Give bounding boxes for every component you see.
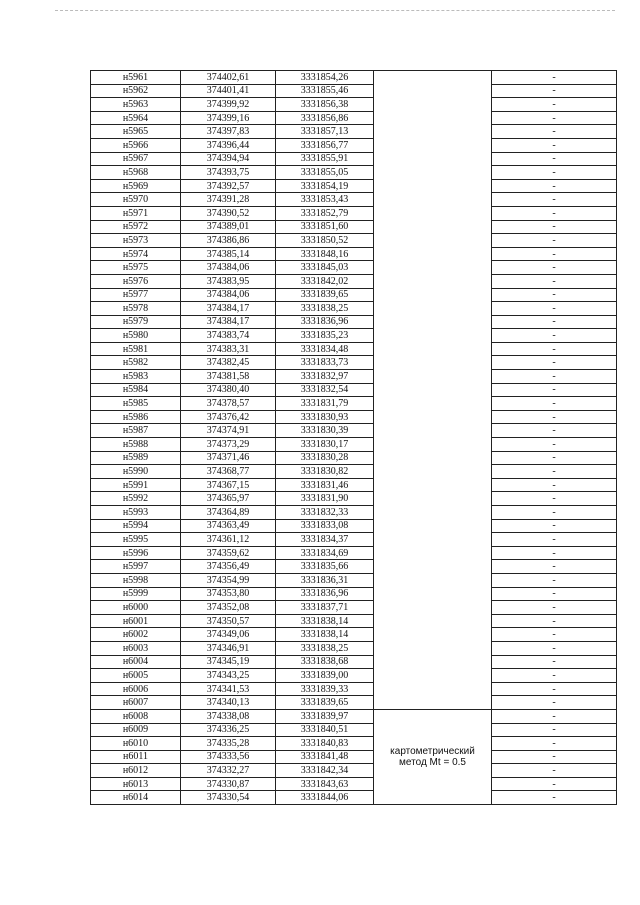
x-coordinate-cell: 374343,25 <box>181 669 276 683</box>
x-coordinate-cell: 374332,27 <box>181 764 276 778</box>
note-cell: - <box>492 777 617 791</box>
table-row <box>91 206 617 220</box>
note-cell: - <box>492 138 617 152</box>
x-coordinate-cell: 374390,52 <box>181 206 276 220</box>
point-id-cell: н6009 <box>91 723 181 737</box>
x-coordinate-cell: 374383,74 <box>181 329 276 343</box>
point-id-cell: н5986 <box>91 410 181 424</box>
point-id-cell: н5962 <box>91 84 181 98</box>
point-id-cell: н5994 <box>91 519 181 533</box>
point-id-cell: н6010 <box>91 737 181 751</box>
point-id-cell: н5991 <box>91 478 181 492</box>
note-cell: - <box>492 478 617 492</box>
point-id-cell: н6014 <box>91 791 181 805</box>
note-cell: - <box>492 125 617 139</box>
table-row <box>91 125 617 139</box>
method-accuracy: метод Mt = 0.5 <box>399 756 466 768</box>
note-cell: - <box>492 247 617 261</box>
note-cell: - <box>492 234 617 248</box>
table-row <box>91 628 617 642</box>
point-id-cell: н5971 <box>91 206 181 220</box>
point-id-cell: н5987 <box>91 424 181 438</box>
table-row <box>91 179 617 193</box>
x-coordinate-cell: 374389,01 <box>181 220 276 234</box>
point-id-cell: н5979 <box>91 315 181 329</box>
y-coordinate-cell: 3331833,73 <box>276 356 374 370</box>
x-coordinate-cell: 374378,57 <box>181 397 276 411</box>
method-cell-empty <box>374 71 492 710</box>
table-row <box>91 669 617 683</box>
table-row <box>91 655 617 669</box>
table-row <box>91 84 617 98</box>
point-id-cell: н5995 <box>91 533 181 547</box>
x-coordinate-cell: 374356,49 <box>181 560 276 574</box>
table-row <box>91 315 617 329</box>
coordinates-table <box>90 70 617 805</box>
table-row <box>91 342 617 356</box>
note-cell: - <box>492 750 617 764</box>
note-cell: - <box>492 492 617 506</box>
table-row <box>91 111 617 125</box>
y-coordinate-cell: 3331839,65 <box>276 288 374 302</box>
x-coordinate-cell: 374359,62 <box>181 546 276 560</box>
x-coordinate-cell: 374380,40 <box>181 383 276 397</box>
x-coordinate-cell: 374402,61 <box>181 71 276 85</box>
x-coordinate-cell: 374383,95 <box>181 274 276 288</box>
point-id-cell: н5970 <box>91 193 181 207</box>
y-coordinate-cell: 3331834,48 <box>276 342 374 356</box>
table-row <box>91 220 617 234</box>
coordinates-table-body <box>91 71 617 805</box>
y-coordinate-cell: 3331835,23 <box>276 329 374 343</box>
x-coordinate-cell: 374401,41 <box>181 84 276 98</box>
note-cell: - <box>492 315 617 329</box>
note-cell: - <box>492 84 617 98</box>
x-coordinate-cell: 374336,25 <box>181 723 276 737</box>
point-id-cell: н5983 <box>91 370 181 384</box>
table-row <box>91 737 617 751</box>
note-cell: - <box>492 356 617 370</box>
y-coordinate-cell: 3331836,96 <box>276 315 374 329</box>
note-cell: - <box>492 424 617 438</box>
y-coordinate-cell: 3331839,00 <box>276 669 374 683</box>
point-id-cell: н5965 <box>91 125 181 139</box>
note-cell: - <box>492 601 617 615</box>
note-cell: - <box>492 682 617 696</box>
table-row <box>91 533 617 547</box>
note-cell: - <box>492 737 617 751</box>
x-coordinate-cell: 374376,42 <box>181 410 276 424</box>
x-coordinate-cell: 374393,75 <box>181 166 276 180</box>
x-coordinate-cell: 374361,12 <box>181 533 276 547</box>
y-coordinate-cell: 3331855,46 <box>276 84 374 98</box>
y-coordinate-cell: 3331831,90 <box>276 492 374 506</box>
y-coordinate-cell: 3331838,68 <box>276 655 374 669</box>
table-row <box>91 424 617 438</box>
table-row <box>91 696 617 710</box>
note-cell: - <box>492 628 617 642</box>
table-row <box>91 356 617 370</box>
note-cell: - <box>492 206 617 220</box>
note-cell: - <box>492 220 617 234</box>
table-row <box>91 166 617 180</box>
point-id-cell: н6003 <box>91 641 181 655</box>
table-row <box>91 764 617 778</box>
table-row <box>91 152 617 166</box>
note-cell: - <box>492 669 617 683</box>
note-cell: - <box>492 111 617 125</box>
y-coordinate-cell: 3331835,66 <box>276 560 374 574</box>
x-coordinate-cell: 374371,46 <box>181 451 276 465</box>
x-coordinate-cell: 374340,13 <box>181 696 276 710</box>
table-row <box>91 777 617 791</box>
point-id-cell: н5989 <box>91 451 181 465</box>
x-coordinate-cell: 374399,16 <box>181 111 276 125</box>
point-id-cell: н5978 <box>91 302 181 316</box>
point-id-cell: н6000 <box>91 601 181 615</box>
note-cell: - <box>492 791 617 805</box>
table-row <box>91 274 617 288</box>
table-row <box>91 410 617 424</box>
note-cell: - <box>492 342 617 356</box>
table-row <box>91 193 617 207</box>
x-coordinate-cell: 374350,57 <box>181 614 276 628</box>
table-row <box>91 383 617 397</box>
point-id-cell: н5969 <box>91 179 181 193</box>
x-coordinate-cell: 374386,86 <box>181 234 276 248</box>
table-row <box>91 98 617 112</box>
x-coordinate-cell: 374399,92 <box>181 98 276 112</box>
note-cell: - <box>492 614 617 628</box>
note-cell: - <box>492 709 617 723</box>
y-coordinate-cell: 3331851,60 <box>276 220 374 234</box>
x-coordinate-cell: 374330,54 <box>181 791 276 805</box>
y-coordinate-cell: 3331842,34 <box>276 764 374 778</box>
table-row <box>91 723 617 737</box>
point-id-cell: н5967 <box>91 152 181 166</box>
point-id-cell: н5982 <box>91 356 181 370</box>
x-coordinate-cell: 374363,49 <box>181 519 276 533</box>
x-coordinate-cell: 374397,83 <box>181 125 276 139</box>
point-id-cell: н5975 <box>91 261 181 275</box>
point-id-cell: н5997 <box>91 560 181 574</box>
note-cell: - <box>492 641 617 655</box>
table-row <box>91 329 617 343</box>
note-cell: - <box>492 519 617 533</box>
point-id-cell: н5974 <box>91 247 181 261</box>
y-coordinate-cell: 3331856,38 <box>276 98 374 112</box>
point-id-cell: н5973 <box>91 234 181 248</box>
x-coordinate-cell: 374392,57 <box>181 179 276 193</box>
y-coordinate-cell: 3331831,46 <box>276 478 374 492</box>
x-coordinate-cell: 374382,45 <box>181 356 276 370</box>
y-coordinate-cell: 3331834,69 <box>276 546 374 560</box>
x-coordinate-cell: 374352,08 <box>181 601 276 615</box>
note-cell: - <box>492 573 617 587</box>
y-coordinate-cell: 3331830,17 <box>276 438 374 452</box>
y-coordinate-cell: 3331832,97 <box>276 370 374 384</box>
y-coordinate-cell: 3331855,05 <box>276 166 374 180</box>
table-row <box>91 478 617 492</box>
y-coordinate-cell: 3331853,43 <box>276 193 374 207</box>
scan-artifact-line <box>55 10 615 11</box>
point-id-cell: н6008 <box>91 709 181 723</box>
point-id-cell: н6001 <box>91 614 181 628</box>
y-coordinate-cell: 3331856,77 <box>276 138 374 152</box>
note-cell: - <box>492 723 617 737</box>
x-coordinate-cell: 374333,56 <box>181 750 276 764</box>
point-id-cell: н5966 <box>91 138 181 152</box>
note-cell: - <box>492 655 617 669</box>
x-coordinate-cell: 374364,89 <box>181 506 276 520</box>
note-cell: - <box>492 98 617 112</box>
point-id-cell: н5985 <box>91 397 181 411</box>
table-row <box>91 506 617 520</box>
point-id-cell: н5984 <box>91 383 181 397</box>
note-cell: - <box>492 179 617 193</box>
table-row <box>91 302 617 316</box>
x-coordinate-cell: 374396,44 <box>181 138 276 152</box>
table-row <box>91 492 617 506</box>
y-coordinate-cell: 3331857,13 <box>276 125 374 139</box>
x-coordinate-cell: 374346,91 <box>181 641 276 655</box>
x-coordinate-cell: 374367,15 <box>181 478 276 492</box>
point-id-cell: н5977 <box>91 288 181 302</box>
note-cell: - <box>492 764 617 778</box>
x-coordinate-cell: 374373,29 <box>181 438 276 452</box>
x-coordinate-cell: 374349,06 <box>181 628 276 642</box>
point-id-cell: н6006 <box>91 682 181 696</box>
y-coordinate-cell: 3331838,25 <box>276 641 374 655</box>
table-row <box>91 247 617 261</box>
y-coordinate-cell: 3331836,96 <box>276 587 374 601</box>
y-coordinate-cell: 3331836,31 <box>276 573 374 587</box>
table-row <box>91 370 617 384</box>
x-coordinate-cell: 374353,80 <box>181 587 276 601</box>
table-row <box>91 397 617 411</box>
x-coordinate-cell: 374381,58 <box>181 370 276 384</box>
x-coordinate-cell: 374365,97 <box>181 492 276 506</box>
point-id-cell: н5993 <box>91 506 181 520</box>
point-id-cell: н5972 <box>91 220 181 234</box>
table-row <box>91 465 617 479</box>
table-row <box>91 519 617 533</box>
y-coordinate-cell: 3331843,63 <box>276 777 374 791</box>
point-id-cell: н5996 <box>91 546 181 560</box>
point-id-cell: н5992 <box>91 492 181 506</box>
point-id-cell: н6011 <box>91 750 181 764</box>
table-row <box>91 288 617 302</box>
note-cell: - <box>492 696 617 710</box>
method-cell <box>374 709 492 804</box>
point-id-cell: н5988 <box>91 438 181 452</box>
table-row <box>91 614 617 628</box>
y-coordinate-cell: 3331839,65 <box>276 696 374 710</box>
point-id-cell: н5964 <box>91 111 181 125</box>
note-cell: - <box>492 274 617 288</box>
y-coordinate-cell: 3331842,02 <box>276 274 374 288</box>
table-row <box>91 750 617 764</box>
y-coordinate-cell: 3331855,91 <box>276 152 374 166</box>
x-coordinate-cell: 374335,28 <box>181 737 276 751</box>
table-row <box>91 682 617 696</box>
point-id-cell: н5963 <box>91 98 181 112</box>
x-coordinate-cell: 374354,99 <box>181 573 276 587</box>
y-coordinate-cell: 3331841,48 <box>276 750 374 764</box>
note-cell: - <box>492 465 617 479</box>
y-coordinate-cell: 3331848,16 <box>276 247 374 261</box>
x-coordinate-cell: 374368,77 <box>181 465 276 479</box>
point-id-cell: н5998 <box>91 573 181 587</box>
y-coordinate-cell: 3331844,06 <box>276 791 374 805</box>
y-coordinate-cell: 3331830,82 <box>276 465 374 479</box>
table-row <box>91 641 617 655</box>
point-id-cell: н5990 <box>91 465 181 479</box>
y-coordinate-cell: 3331840,83 <box>276 737 374 751</box>
note-cell: - <box>492 329 617 343</box>
y-coordinate-cell: 3331850,52 <box>276 234 374 248</box>
y-coordinate-cell: 3331830,93 <box>276 410 374 424</box>
y-coordinate-cell: 3331839,97 <box>276 709 374 723</box>
y-coordinate-cell: 3331832,33 <box>276 506 374 520</box>
table-row <box>91 587 617 601</box>
table-row <box>91 560 617 574</box>
y-coordinate-cell: 3331839,33 <box>276 682 374 696</box>
y-coordinate-cell: 3331854,26 <box>276 71 374 85</box>
note-cell: - <box>492 397 617 411</box>
table-row <box>91 438 617 452</box>
note-cell: - <box>492 152 617 166</box>
note-cell: - <box>492 533 617 547</box>
x-coordinate-cell: 374384,17 <box>181 302 276 316</box>
x-coordinate-cell: 374385,14 <box>181 247 276 261</box>
y-coordinate-cell: 3331831,79 <box>276 397 374 411</box>
table-row <box>91 451 617 465</box>
y-coordinate-cell: 3331840,51 <box>276 723 374 737</box>
x-coordinate-cell: 374384,17 <box>181 315 276 329</box>
note-cell: - <box>492 587 617 601</box>
y-coordinate-cell: 3331852,79 <box>276 206 374 220</box>
point-id-cell: н6013 <box>91 777 181 791</box>
point-id-cell: н5981 <box>91 342 181 356</box>
note-cell: - <box>492 261 617 275</box>
x-coordinate-cell: 374345,19 <box>181 655 276 669</box>
table-row <box>91 138 617 152</box>
x-coordinate-cell: 374338,08 <box>181 709 276 723</box>
y-coordinate-cell: 3331856,86 <box>276 111 374 125</box>
note-cell: - <box>492 370 617 384</box>
x-coordinate-cell: 374330,87 <box>181 777 276 791</box>
table-row <box>91 234 617 248</box>
y-coordinate-cell: 3331830,28 <box>276 451 374 465</box>
point-id-cell: н6002 <box>91 628 181 642</box>
note-cell: - <box>492 71 617 85</box>
point-id-cell: н5961 <box>91 71 181 85</box>
note-cell: - <box>492 288 617 302</box>
x-coordinate-cell: 374384,06 <box>181 261 276 275</box>
point-id-cell: н6005 <box>91 669 181 683</box>
note-cell: - <box>492 193 617 207</box>
table-row <box>91 573 617 587</box>
point-id-cell: н5976 <box>91 274 181 288</box>
note-cell: - <box>492 410 617 424</box>
note-cell: - <box>492 506 617 520</box>
x-coordinate-cell: 374341,53 <box>181 682 276 696</box>
note-cell: - <box>492 383 617 397</box>
y-coordinate-cell: 3331854,19 <box>276 179 374 193</box>
table-row <box>91 261 617 275</box>
note-cell: - <box>492 166 617 180</box>
point-id-cell: н6007 <box>91 696 181 710</box>
point-id-cell: н5980 <box>91 329 181 343</box>
y-coordinate-cell: 3331832,54 <box>276 383 374 397</box>
table-row <box>91 601 617 615</box>
note-cell: - <box>492 546 617 560</box>
point-id-cell: н5968 <box>91 166 181 180</box>
x-coordinate-cell: 374384,06 <box>181 288 276 302</box>
table-row <box>91 546 617 560</box>
note-cell: - <box>492 560 617 574</box>
point-id-cell: н6004 <box>91 655 181 669</box>
note-cell: - <box>492 438 617 452</box>
y-coordinate-cell: 3331845,03 <box>276 261 374 275</box>
x-coordinate-cell: 374391,28 <box>181 193 276 207</box>
x-coordinate-cell: 374394,94 <box>181 152 276 166</box>
x-coordinate-cell: 374383,31 <box>181 342 276 356</box>
note-cell: - <box>492 302 617 316</box>
table-row <box>91 791 617 805</box>
point-id-cell: н5999 <box>91 587 181 601</box>
x-coordinate-cell: 374374,91 <box>181 424 276 438</box>
y-coordinate-cell: 3331833,08 <box>276 519 374 533</box>
table-row <box>91 71 617 85</box>
y-coordinate-cell: 3331838,14 <box>276 628 374 642</box>
y-coordinate-cell: 3331834,37 <box>276 533 374 547</box>
method-label: картометрический <box>390 745 475 757</box>
table-row <box>91 709 617 723</box>
y-coordinate-cell: 3331838,25 <box>276 302 374 316</box>
y-coordinate-cell: 3331830,39 <box>276 424 374 438</box>
note-cell: - <box>492 451 617 465</box>
point-id-cell: н6012 <box>91 764 181 778</box>
y-coordinate-cell: 3331838,14 <box>276 614 374 628</box>
y-coordinate-cell: 3331837,71 <box>276 601 374 615</box>
